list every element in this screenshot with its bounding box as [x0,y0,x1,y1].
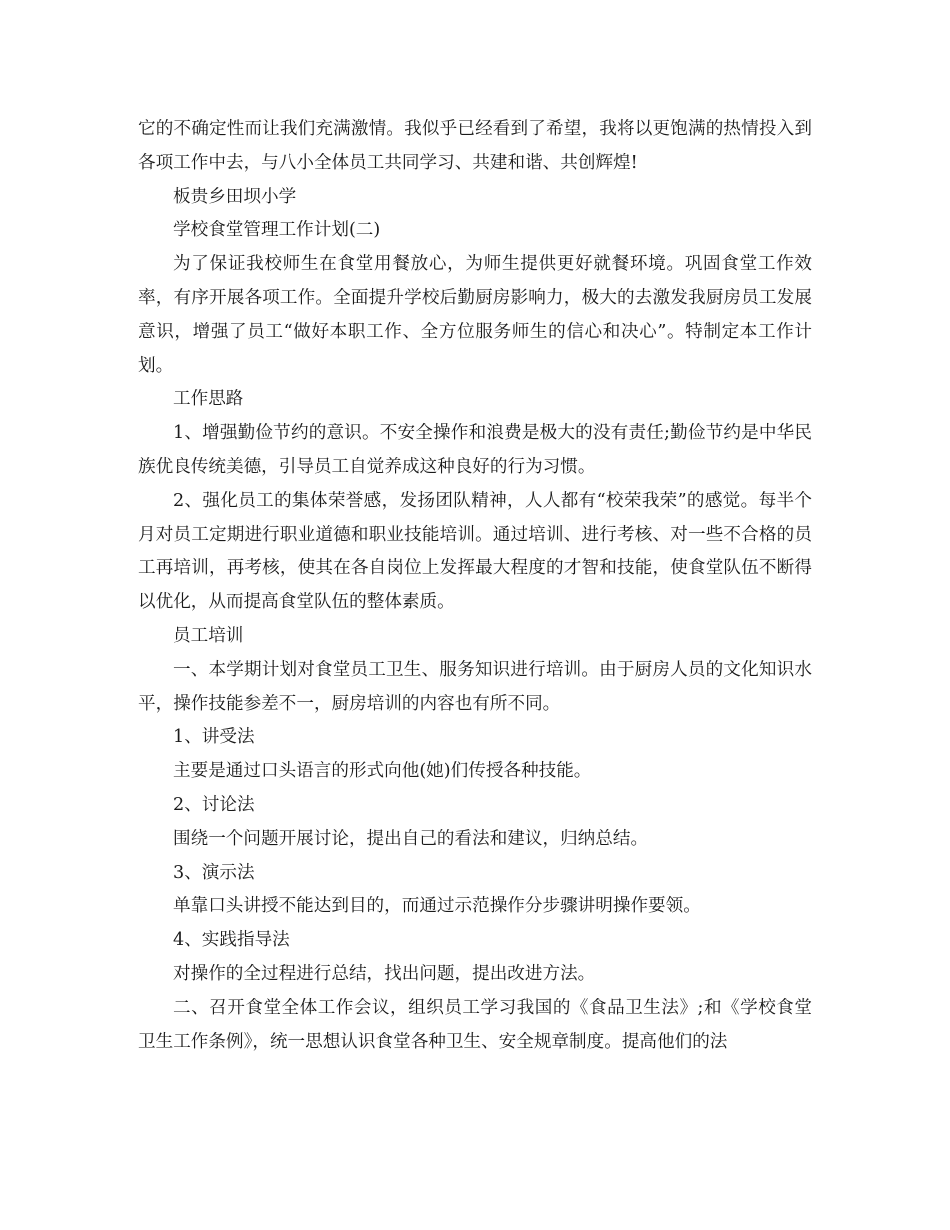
paragraph-training-plan: 一、本学期计划对食堂员工卫生、服务知识进行培训。由于厨房人员的文化知识水平，操作技能参差不一，厨房培训的内容也有所不同。 [138,659,812,714]
school-name: 板贵乡田坝小学 [173,186,297,207]
paragraph-meeting: 二、召开食堂全体工作会议，组织员工学习我国的《食品卫生法》;和《学校食堂卫生工作条例》，统一思想认识食堂各种卫生、安全规章制度。提高他们的法 [138,997,812,1052]
section-title: 学校食堂管理工作计划(二) [173,220,381,241]
method-heading-practice: 4、实践指导法 [173,930,290,951]
method-heading-demonstration: 3、演示法 [173,862,255,883]
method-text-discussion: 围绕一个问题开展讨论，提出自己的看法和建议，归纳总结。 [173,828,649,849]
list-item-1: 1、增强勤俭节约的意识。不安全操作和浪费是极大的没有责任;勤俭节约是中华民族优良传统美德，引导员工自觉养成这种良好的行为习惯。 [138,423,812,477]
method-text-practice: 对操作的全过程进行总结，找出问题，提出改进方法。 [173,963,596,984]
method-text-demonstration: 单靠口头讲授不能达到目的，而通过示范操作分步骤讲明操作要领。 [173,896,701,917]
method-text-lecture: 主要是通过口头语言的形式向他(她)们传授各种技能。 [173,761,592,782]
heading-work-ideas: 工作思路 [173,389,244,410]
paragraph-continuation: 它的不确定性而让我们充满激情。我似乎已经看到了希望，我将以更饱满的热情投入到各项工作中去，与八小全体员工共同学习、共建和谐、共创辉煌! [138,119,812,173]
heading-staff-training: 员工培训 [173,625,244,646]
paragraph-intro: 为了保证我校师生在食堂用餐放心，为师生提供更好就餐环境。巩固食堂工作效率，有序开展各项工作。全面提升学校后勤厨房影响力，极大的去激发我厨房员工发展意识，增强了员工“做好本职工作、全方位服务师生的信心和决心”。特制定本工作计划。 [138,254,812,376]
method-heading-discussion: 2、讨论法 [173,794,255,815]
method-heading-lecture: 1、讲受法 [173,727,255,748]
list-item-2: 2、强化员工的集体荣誉感，发扬团队精神，人人都有“校荣我荣”的感觉。每半个月对员工定期进行职业道德和职业技能培训。通过培训、进行考核、对一些不合格的员工再培训，再考核，使其在各自岗位上发挥最大程度的才智和技能，使食堂队伍不断得以优化，从而提高食堂队伍的整体素质。 [138,490,812,613]
document-body [138,113,812,1059]
